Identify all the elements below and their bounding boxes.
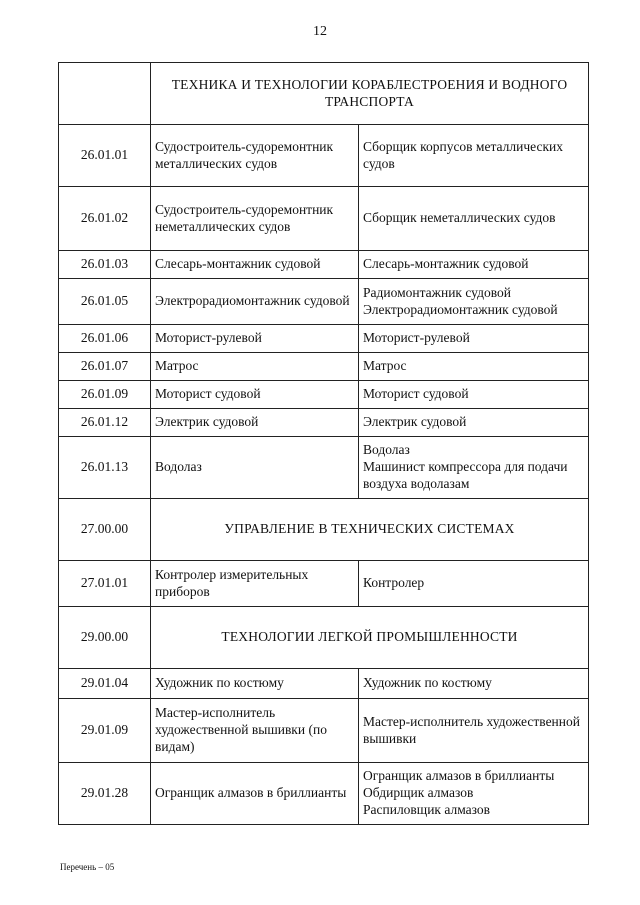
profession-code: 26.01.05: [59, 279, 151, 325]
professions-table: [58, 62, 589, 825]
table-row: [59, 279, 589, 325]
qualifications-cell: [359, 561, 589, 607]
qualification: Моторист судовой: [363, 386, 469, 402]
qualification: Матрос: [363, 358, 407, 374]
qualification: Слесарь-монтажник судовой: [363, 256, 529, 272]
profession-name: Моторист судовой: [151, 381, 359, 409]
qualifications-cell: [359, 251, 589, 279]
profession-name: Слесарь-монтажник судовой: [151, 251, 359, 279]
profession-code: 29.01.04: [59, 669, 151, 699]
profession-name: Матрос: [151, 353, 359, 381]
profession-name: Огранщик алмазов в бриллианты: [151, 763, 359, 825]
section-title: ТЕХНОЛОГИИ ЛЕГКОЙ ПРОМЫШЛЕННОСТИ: [151, 607, 589, 669]
qualifications-cell: [359, 325, 589, 353]
profession-name: Судостроитель-судоремонтник металлических судов: [151, 125, 359, 187]
table-row: [59, 187, 589, 251]
section-code: 27.00.00: [59, 499, 151, 561]
profession-code: 29.01.09: [59, 699, 151, 763]
qualification: Сборщик корпусов металлических судов: [363, 138, 563, 171]
section-title: ТЕХНИКА И ТЕХНОЛОГИИ КОРАБЛЕСТРОЕНИЯ И ВОДНОГО ТРАНСПОРТА: [151, 63, 589, 125]
qualification: Машинист компрессора для подачи воздуха водолазам: [363, 459, 568, 491]
profession-name: Электрорадиомонтажник судовой: [151, 279, 359, 325]
qualifications-cell: [359, 699, 589, 763]
table-row: [59, 251, 589, 279]
profession-name: Водолаз: [151, 437, 359, 499]
qualifications-cell: [359, 353, 589, 381]
qualification: Моторист-рулевой: [363, 330, 470, 346]
table-row: [59, 763, 589, 825]
qualifications-cell: [359, 437, 589, 499]
section-header-row: [59, 607, 589, 669]
profession-code: 26.01.02: [59, 187, 151, 251]
table-row: [59, 669, 589, 699]
profession-name: Мастер-исполнитель художественной вышивки (по видам): [151, 699, 359, 763]
footer-label: Перечень – 05: [60, 862, 115, 872]
table-row: [59, 125, 589, 187]
qualification: Распиловщик алмазов: [363, 801, 491, 817]
qualification: Электрорадиомонтажник судовой: [363, 301, 558, 317]
qualifications-cell: [359, 279, 589, 325]
qualification: Мастер-исполнитель художественной вышивки: [363, 713, 580, 746]
section-code: 29.00.00: [59, 607, 151, 669]
profession-code: 27.01.01: [59, 561, 151, 607]
qualifications-cell: [359, 381, 589, 409]
qualification: Электрик судовой: [363, 414, 467, 430]
profession-name: Моторист-рулевой: [151, 325, 359, 353]
profession-code: 26.01.06: [59, 325, 151, 353]
table-row: [59, 561, 589, 607]
profession-code: 26.01.13: [59, 437, 151, 499]
profession-code: 26.01.09: [59, 381, 151, 409]
profession-code: 26.01.07: [59, 353, 151, 381]
qualification: Радиомонтажник судовой: [363, 284, 511, 300]
profession-code: 26.01.03: [59, 251, 151, 279]
profession-code: 29.01.28: [59, 763, 151, 825]
table-row: [59, 325, 589, 353]
qualifications-cell: [359, 187, 589, 251]
profession-code: 26.01.12: [59, 409, 151, 437]
qualification: Водолаз: [363, 442, 410, 458]
section-code: [59, 63, 151, 125]
qualification: Сборщик неметаллических судов: [363, 210, 556, 226]
section-header-row: [59, 63, 589, 125]
qualifications-cell: [359, 763, 589, 825]
table-row: [59, 353, 589, 381]
section-title: УПРАВЛЕНИЕ В ТЕХНИЧЕСКИХ СИСТЕМАХ: [151, 499, 589, 561]
page-number: 12: [313, 24, 327, 39]
profession-name: Контролер измерительных приборов: [151, 561, 359, 607]
qualifications-cell: [359, 669, 589, 699]
qualification: Художник по костюму: [363, 675, 492, 691]
section-header-row: [59, 499, 589, 561]
qualifications-cell: [359, 409, 589, 437]
table-row: [59, 409, 589, 437]
qualification: Огранщик алмазов в бриллианты: [363, 768, 555, 784]
profession-name: Художник по костюму: [151, 669, 359, 699]
qualifications-cell: [359, 125, 589, 187]
profession-name: Электрик судовой: [151, 409, 359, 437]
qualification: Обдирщик алмазов: [363, 785, 474, 801]
table-row: [59, 381, 589, 409]
qualification: Контролер: [363, 575, 425, 591]
profession-name: Судостроитель-судоремонтник неметаллических судов: [151, 187, 359, 251]
table-row: [59, 699, 589, 763]
table-row: [59, 437, 589, 499]
profession-code: 26.01.01: [59, 125, 151, 187]
